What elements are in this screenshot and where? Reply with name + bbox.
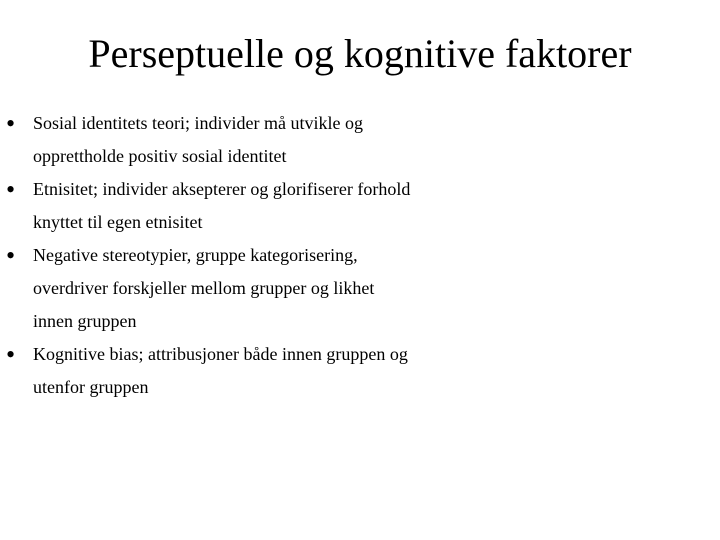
bullet-icon: • — [6, 340, 16, 369]
bullet-item-negative-stereotypier — [0, 239, 720, 338]
bullet-line: overdriver forskjeller mellom grupper og likhet — [33, 278, 375, 298]
bullet-icon: • — [6, 109, 16, 138]
slide-title: Perseptuelle og kognitive faktorer — [88, 31, 632, 76]
bullet-line: Etnisitet; individer aksepterer og glorifiserer forhold — [33, 179, 411, 199]
bullet-list — [0, 107, 720, 404]
bullet-item-sosial-identitet — [0, 107, 720, 173]
bullet-text — [33, 107, 716, 173]
bullet-line: knyttet til egen etnisitet — [33, 212, 203, 232]
bullet-line: Sosial identitets teori; individer må utvikle og — [33, 113, 363, 133]
bullet-text — [33, 173, 716, 239]
bullet-text — [33, 338, 716, 404]
bullet-icon: • — [6, 175, 16, 204]
bullet-item-etnisitet — [0, 173, 720, 239]
bullet-item-kognitive-bias — [0, 338, 720, 404]
bullet-icon: • — [6, 241, 16, 270]
bullet-line: innen gruppen — [33, 311, 137, 331]
bullet-line: utenfor gruppen — [33, 377, 149, 397]
bullet-line: opprettholde positiv sosial identitet — [33, 146, 287, 166]
bullet-line: Negative stereotypier, gruppe kategorisering, — [33, 245, 358, 265]
bullet-line: Kognitive bias; attribusjoner både innen gruppen og — [33, 344, 408, 364]
bullet-text — [33, 239, 716, 338]
